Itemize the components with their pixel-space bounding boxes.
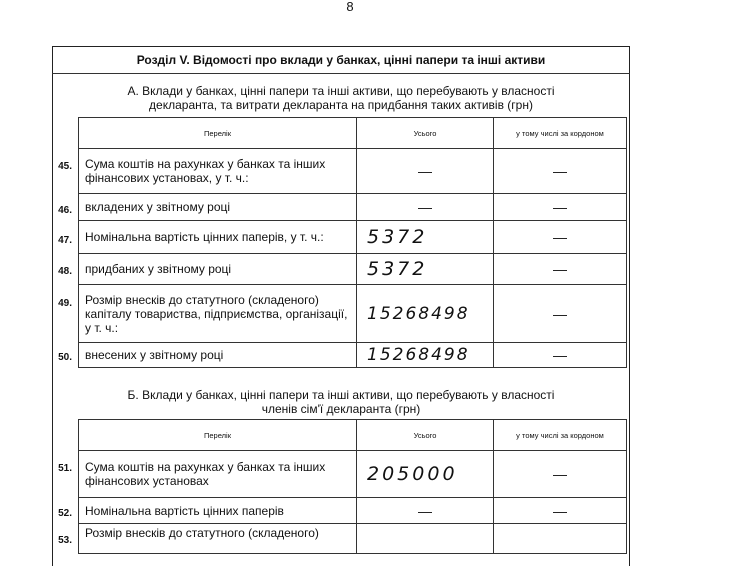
part-a-heading-line2: декларанта, та витрати декларанта на придбання таких активів (грн) [149, 98, 533, 112]
header-list: Перелік [79, 420, 357, 451]
table-row [79, 498, 627, 524]
part-b-heading-line2: членів сім'ї декларанта (грн) [261, 402, 421, 416]
table-row [79, 254, 627, 285]
row-label: Номінальна вартість цінних паперів [79, 498, 357, 524]
row-total-handwritten: 205000 [357, 451, 494, 498]
row-total-handwritten: 5372 [357, 221, 494, 254]
row-abroad: — [494, 149, 627, 194]
row-abroad: — [494, 498, 627, 524]
row-label: Розмір внесків до статутного (складеного) капіталу товариства, підприємства, організації, у т. ч.: [79, 285, 357, 343]
header-list: Перелік [79, 118, 357, 149]
row-total-handwritten: 15268498 [357, 285, 494, 343]
row-label: вкладених у звітному році [79, 194, 357, 221]
row-abroad: — [494, 343, 627, 368]
part-a-header-row [79, 118, 627, 149]
row-total-handwritten: 5372 [357, 254, 494, 285]
row-abroad [494, 524, 627, 554]
row-total: — [357, 498, 494, 524]
row-number: 45. [58, 161, 72, 172]
table-row [79, 285, 627, 343]
table-row [79, 343, 627, 368]
row-total-handwritten: 15268498 [357, 343, 494, 368]
table-row [79, 149, 627, 194]
row-label: Сума коштів на рахунках у банках та інших фінансових установах, у т. ч.: [79, 149, 357, 194]
row-label: Номінальна вартість цінних паперів, у т. ч.: [79, 221, 357, 254]
header-abroad: у тому числі за кордоном [494, 420, 627, 451]
header-abroad: у тому числі за кордоном [494, 118, 627, 149]
table-row [79, 524, 627, 554]
row-total: — [357, 194, 494, 221]
part-b-heading-line1: Б. Вклади у банках, цінні папери та інші активи, що перебувають у власності [127, 388, 555, 402]
table-row [79, 194, 627, 221]
row-number: 51. [58, 463, 72, 474]
row-number: 53. [58, 535, 72, 546]
row-abroad: — [494, 451, 627, 498]
table-row [79, 451, 627, 498]
row-number: 48. [58, 266, 72, 277]
row-number: 52. [58, 508, 72, 519]
section-title: Розділ V. Відомості про вклади у банках, цінні папери та інші активи [52, 46, 630, 74]
row-number: 49. [58, 298, 72, 309]
row-abroad: — [494, 221, 627, 254]
row-label: Сума коштів на рахунках у банках та інших фінансових установах [79, 451, 357, 498]
row-number: 50. [58, 352, 72, 363]
row-total [357, 524, 494, 554]
part-b-header-row [79, 420, 627, 451]
row-number: 46. [58, 205, 72, 216]
row-abroad: — [494, 285, 627, 343]
row-label: придбаних у звітному році [79, 254, 357, 285]
page-number: 8 [346, 0, 354, 14]
row-label: внесених у звітному році [79, 343, 357, 368]
row-abroad: — [494, 254, 627, 285]
table-row [79, 221, 627, 254]
row-total: — [357, 149, 494, 194]
header-total: Усього [357, 118, 494, 149]
header-total: Усього [357, 420, 494, 451]
row-abroad: — [494, 194, 627, 221]
part-a-table [78, 117, 627, 368]
part-a-heading-line1: А. Вклади у банках, цінні папери та інші активи, що перебувають у власності [127, 84, 555, 98]
row-label: Розмір внесків до статутного (складеного) [79, 524, 357, 554]
part-b-table [78, 419, 627, 554]
row-number: 47. [58, 235, 72, 246]
